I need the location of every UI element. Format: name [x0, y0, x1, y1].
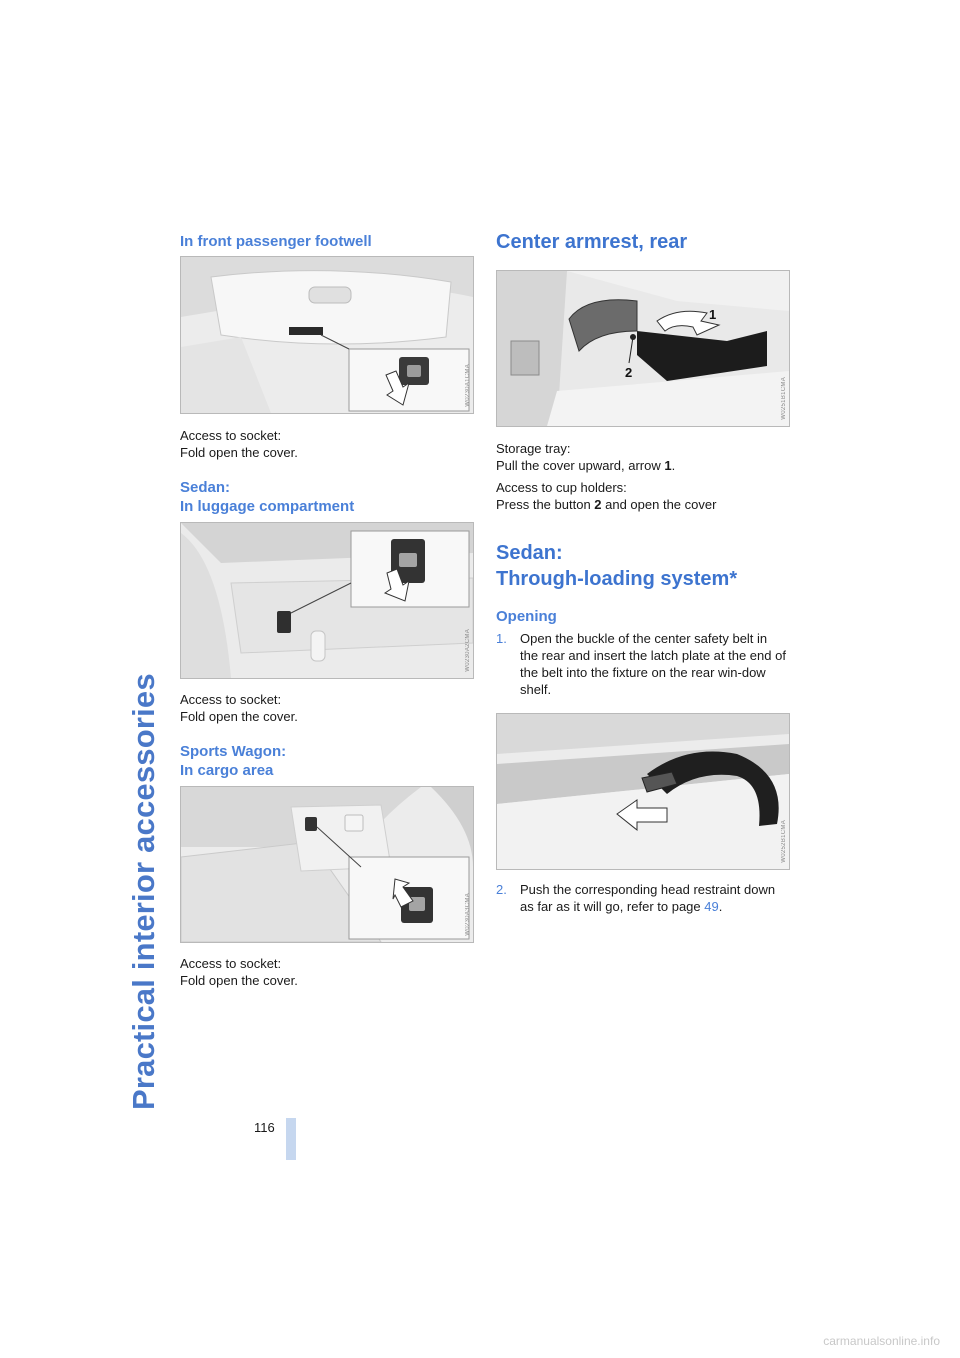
heading-front-passenger-footwell: In front passenger footwell	[180, 233, 372, 250]
heading-sedan-right: Sedan:	[496, 542, 563, 564]
footwell-text-line1: Access to socket:	[180, 428, 282, 443]
cargo-text-line2: Fold open the cover.	[180, 973, 298, 988]
step-2	[496, 881, 788, 915]
figure-luggage-socket	[180, 522, 474, 679]
figure-footwell-socket	[180, 256, 474, 414]
footwell-text-line2: Fold open the cover.	[180, 445, 298, 460]
luggage-illustration	[181, 523, 473, 678]
footwell-illustration	[181, 257, 473, 413]
luggage-text-line1: Access to socket:	[180, 692, 282, 707]
figure-code: W0230A3CMA	[465, 893, 471, 936]
heading-luggage-compartment: In luggage compartment	[180, 498, 355, 515]
figure-code: W0230A2CMA	[465, 629, 471, 672]
figure-center-armrest	[496, 270, 790, 427]
heading-center-armrest-rear: Center armrest, rear	[496, 231, 688, 253]
luggage-text-line2: Fold open the cover.	[180, 709, 298, 724]
callout-1: 1	[709, 307, 717, 322]
heading-sedan: Sedan:	[180, 479, 231, 496]
armrest-text-cupholder-label: Access to cup holders:	[496, 480, 627, 495]
heading-through-loading-system: Through-loading system*	[496, 568, 738, 590]
text-fragment: Push the corresponding head restraint down as far as it will go, refer to page	[520, 882, 776, 914]
armrest-text-cupholder-instruction	[496, 496, 716, 513]
page-number-bar	[286, 1118, 296, 1160]
cargo-text-line1: Access to socket:	[180, 956, 282, 971]
step-text: Open the buckle of the center safety belt in the rear and insert the latch plate at the end of the belt into the fixture on the rear win-dow shelf.	[520, 631, 786, 697]
watermark: carmanualsonline.info	[823, 1334, 940, 1348]
text-fragment: Press the button	[496, 497, 595, 512]
step-1	[496, 630, 788, 698]
armrest-text-storage-label: Storage tray:	[496, 441, 571, 456]
figure-belt-latch	[496, 713, 790, 870]
armrest-text-storage-instruction	[496, 457, 675, 474]
page-reference-link[interactable]: 49	[704, 899, 719, 914]
opening-steps-part2	[496, 881, 788, 915]
figure-code: W0251B1CMA	[781, 377, 787, 420]
step-text	[520, 882, 775, 914]
figure-cargo-socket	[180, 786, 474, 943]
heading-opening: Opening	[496, 608, 557, 625]
page-number: 116	[254, 1120, 275, 1135]
text-fragment: Pull the cover upward, arrow	[496, 458, 665, 473]
belt-latch-illustration	[497, 714, 789, 869]
button-number: 2	[594, 497, 602, 512]
text-fragment: .	[718, 899, 723, 914]
heading-sports-wagon: Sports Wagon:	[180, 743, 287, 760]
cargo-illustration	[181, 787, 473, 942]
step-number: 1.	[496, 631, 507, 646]
armrest-illustration	[497, 271, 789, 426]
figure-code: W0230A1CMA	[465, 364, 471, 407]
opening-steps-part1	[496, 630, 788, 698]
callout-2: 2	[625, 365, 633, 380]
text-fragment: and open the cover	[601, 497, 717, 512]
chapter-title-text: Practical interior accessories	[126, 673, 161, 1110]
figure-code: W0252B1CMA	[781, 820, 787, 863]
text-fragment: .	[671, 458, 676, 473]
step-number: 2.	[496, 882, 507, 897]
heading-cargo-area: In cargo area	[180, 762, 274, 779]
arrow-number: 1	[664, 458, 672, 473]
